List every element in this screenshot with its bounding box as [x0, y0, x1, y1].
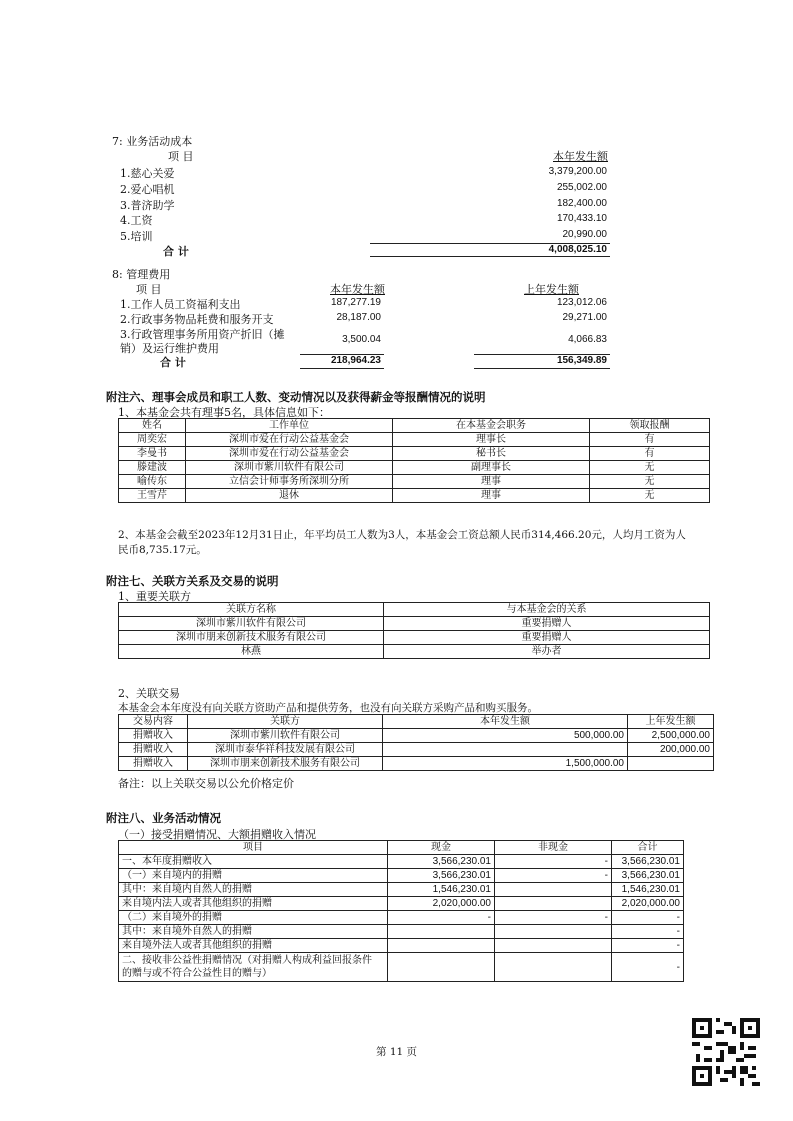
header-relation: 与本基金会的关系 [384, 603, 710, 617]
table-header-row [119, 419, 710, 433]
table-row [119, 729, 714, 743]
table-row [119, 447, 710, 461]
cell-cash: - [388, 911, 495, 925]
cell-cash: 1,546,230.01 [388, 883, 495, 897]
note7-desc: 本基金会本年度没有向关联方资助产品和提供劳务，也没有向关联方采购产品和购买服务。 [118, 702, 538, 714]
table-row [119, 489, 710, 503]
table-header-row [119, 715, 714, 729]
cell-party: 深圳市紫川软件有限公司 [188, 729, 383, 743]
note7-sub1: 1、重要关联方 [118, 590, 191, 603]
header-type: 交易内容 [119, 715, 188, 729]
sec8-prev-underline [474, 368, 610, 369]
cell-total: 3,566,230.01 [612, 869, 684, 883]
cell-relation: 举办者 [384, 645, 710, 659]
cell-total: 2,020,000.00 [612, 897, 684, 911]
table-row [119, 617, 710, 631]
table-row [119, 939, 684, 953]
cell-item: 一、本年度捐赠收入 [119, 855, 388, 869]
table-row [119, 433, 710, 447]
page-number: 第 11 页 [376, 1046, 418, 1058]
cell-cash: 2,020,000.00 [388, 897, 495, 911]
cell-noncash [495, 953, 612, 982]
note6-para2-line1: 2、本基金会截至2023年12月31日止，年平均员工人数为3人，本基金会工资总额人民币314,466.20元，人均月工资为人 [118, 529, 686, 541]
header-employer: 工作单位 [186, 419, 393, 433]
sec7-col-cur: 本年发生额 [553, 150, 608, 163]
cell-employer: 退休 [186, 489, 393, 503]
cell-noncash: - [495, 869, 612, 883]
cell-paid: 有 [590, 447, 710, 461]
table-header-row [119, 841, 684, 855]
cell-total: 3,566,230.01 [612, 855, 684, 869]
header-cash: 现金 [388, 841, 495, 855]
sec8-col-cur: 本年发生额 [330, 283, 385, 296]
qr-code-icon [692, 1018, 760, 1086]
sec8-row-label: 2.行政事务物品耗费和服务开支 [120, 313, 274, 326]
table-header-row [119, 603, 710, 617]
note8-title: 附注八、业务活动情况 [106, 811, 221, 825]
cell-total: 1,546,230.01 [612, 883, 684, 897]
cell-name: 周奕宏 [119, 433, 186, 447]
cell-total: - [612, 939, 684, 953]
cell-type: 捐赠收入 [119, 757, 188, 771]
cell-paid: 有 [590, 433, 710, 447]
header-item: 项目 [119, 841, 388, 855]
table-row [119, 631, 710, 645]
sec7-col-item: 项 目 [168, 150, 194, 163]
sec8-title: 8: 管理费用 [112, 268, 171, 281]
cell-item: （二）来自境外的捐赠 [119, 911, 388, 925]
cell-position: 理事 [393, 489, 590, 503]
sec8-col-prev: 上年发生额 [524, 283, 579, 296]
note7-sub2: 2、关联交易 [118, 687, 180, 700]
sec7-total-cur: 4,008,025.10 [548, 244, 607, 255]
table-row [119, 645, 710, 659]
header-noncash: 非现金 [495, 841, 612, 855]
sec7-row-cur: 20,990.00 [562, 229, 607, 240]
sec8-row-cur: 28,187.00 [336, 312, 381, 323]
cell-noncash [495, 883, 612, 897]
note6-title: 附注六、理事会成员和职工人数、变动情况以及获得薪金等报酬情况的说明 [106, 390, 486, 404]
cell-cash [388, 939, 495, 953]
cell-previous: 200,000.00 [628, 743, 714, 757]
cell-name: 李曼书 [119, 447, 186, 461]
cell-noncash: - [495, 911, 612, 925]
sec7-row-cur: 182,400.00 [556, 198, 607, 209]
sec7-row-cur: 170,433.10 [556, 213, 607, 224]
cell-position: 理事长 [393, 433, 590, 447]
sec8-total-prev: 156,349.89 [556, 355, 607, 366]
related-transaction-table [118, 714, 714, 771]
sec8-row-prev: 4,066.83 [568, 334, 607, 345]
sec8-row-label: 3.行政管理事务所用资产折旧（摊 [120, 328, 285, 341]
cell-paid: 无 [590, 461, 710, 475]
cell-employer: 深圳市紫川软件有限公司 [186, 461, 393, 475]
cell-position: 副理事长 [393, 461, 590, 475]
sec8-total-cur: 218,964.23 [330, 355, 381, 366]
note6-intro: 1、本基金会共有理事5名，具体信息如下： [118, 406, 330, 419]
note6-para2-line2: 民币8,735.17元。 [118, 544, 207, 556]
cell-type: 捐赠收入 [119, 729, 188, 743]
note7-remark: 备注：以上关联交易以公允价格定价 [118, 777, 294, 790]
header-name: 姓名 [119, 419, 186, 433]
sec7-total-label: 合 计 [163, 245, 189, 258]
note8-sub: （一）接受捐赠情况、大额捐赠收入情况 [118, 828, 316, 841]
cell-paid: 无 [590, 475, 710, 489]
table-row [119, 897, 684, 911]
sec7-row-label: 5.培训 [120, 230, 153, 243]
cell-relation: 重要捐赠人 [384, 631, 710, 645]
cell-position: 秘书长 [393, 447, 590, 461]
sec7-row-cur: 3,379,200.00 [548, 166, 607, 177]
table-row [119, 475, 710, 489]
sec7-title: 7: 业务活动成本 [112, 135, 193, 148]
cell-noncash [495, 897, 612, 911]
cell-employer: 深圳市爱在行动公益基金会 [186, 447, 393, 461]
cell-noncash [495, 925, 612, 939]
donation-table [118, 840, 684, 982]
cell-current [383, 743, 628, 757]
header-current: 本年发生额 [383, 715, 628, 729]
cell-party: 林燕 [119, 645, 384, 659]
table-row [119, 461, 710, 475]
sec8-row-prev: 29,271.00 [562, 312, 607, 323]
cell-item: 来自境内法人或者其他组织的捐赠 [119, 897, 388, 911]
sec8-col-item: 项 目 [136, 283, 162, 296]
cell-party: 深圳市泰华祥科技发展有限公司 [188, 743, 383, 757]
cell-total: - [612, 911, 684, 925]
cell-total: - [612, 925, 684, 939]
cell-employer: 深圳市爱在行动公益基金会 [186, 433, 393, 447]
sec7-row-cur: 255,002.00 [556, 182, 607, 193]
header-party: 关联方 [188, 715, 383, 729]
cell-paid: 无 [590, 489, 710, 503]
cell-item-line2: 的赠与或不符合公益性目的赠与） [122, 968, 272, 979]
cell-party: 深圳市朋来创新技术服务有限公司 [119, 631, 384, 645]
sec8-row-label-cont: 销）及运行维护费用 [120, 342, 219, 355]
sec8-row-cur: 187,277.19 [330, 297, 381, 308]
header-party: 关联方名称 [119, 603, 384, 617]
sec7-row-label: 2.爱心唱机 [120, 183, 175, 196]
related-party-table [118, 602, 710, 659]
table-row [119, 743, 714, 757]
cell-employer: 立信会计师事务所深圳分所 [186, 475, 393, 489]
cell-cash: 3,566,230.01 [388, 869, 495, 883]
sec7-row-label: 4.工资 [120, 214, 153, 227]
sec7-total-underline [370, 256, 610, 257]
header-total: 合计 [612, 841, 684, 855]
cell-previous [628, 757, 714, 771]
cell-item: （一）来自境内的捐赠 [119, 869, 388, 883]
cell-item-line1: 二、接收非公益性捐赠情况（对捐赠人构成利益回报条件 [122, 955, 372, 966]
header-paid: 领取报酬 [590, 419, 710, 433]
sec8-row-cur: 3,500.04 [342, 334, 381, 345]
cell-noncash: - [495, 855, 612, 869]
sec8-row-label: 1.工作人员工资福利支出 [120, 298, 241, 311]
note7-title: 附注七、关联方关系及交易的说明 [106, 574, 279, 588]
sec8-row-prev: 123,012.06 [556, 297, 607, 308]
table-row [119, 953, 684, 982]
cell-item: 来自境外法人或者其他组织的捐赠 [119, 939, 388, 953]
cell-cash [388, 953, 495, 982]
cell-noncash [495, 939, 612, 953]
cell-previous: 2,500,000.00 [628, 729, 714, 743]
table-row [119, 883, 684, 897]
cell-position: 理事 [393, 475, 590, 489]
table-row [119, 925, 684, 939]
cell-cash [388, 925, 495, 939]
board-table [118, 418, 710, 503]
table-row [119, 855, 684, 869]
cell-party: 深圳市紫川软件有限公司 [119, 617, 384, 631]
cell-party: 深圳市朋来创新技术服务有限公司 [188, 757, 383, 771]
cell-cash: 3,566,230.01 [388, 855, 495, 869]
cell-total: - [612, 953, 684, 982]
cell-name: 王雪芹 [119, 489, 186, 503]
sec8-cur-underline [300, 368, 384, 369]
header-previous: 上年发生额 [628, 715, 714, 729]
cell-type: 捐赠收入 [119, 743, 188, 757]
cell-relation: 重要捐赠人 [384, 617, 710, 631]
sec8-total-label: 合 计 [160, 356, 186, 369]
cell-name: 喻传东 [119, 475, 186, 489]
cell-current: 1,500,000.00 [383, 757, 628, 771]
cell-name: 滕建波 [119, 461, 186, 475]
table-row [119, 911, 684, 925]
header-position: 在本基金会职务 [393, 419, 590, 433]
cell-item: 其中：来自境外自然人的捐赠 [119, 925, 388, 939]
sec7-row-label: 3.普济助学 [120, 199, 175, 212]
cell-current: 500,000.00 [383, 729, 628, 743]
table-row [119, 757, 714, 771]
cell-item [119, 953, 388, 982]
sec7-row-label: 1.慈心关爱 [120, 167, 175, 180]
cell-item: 其中：来自境内自然人的捐赠 [119, 883, 388, 897]
table-row [119, 869, 684, 883]
